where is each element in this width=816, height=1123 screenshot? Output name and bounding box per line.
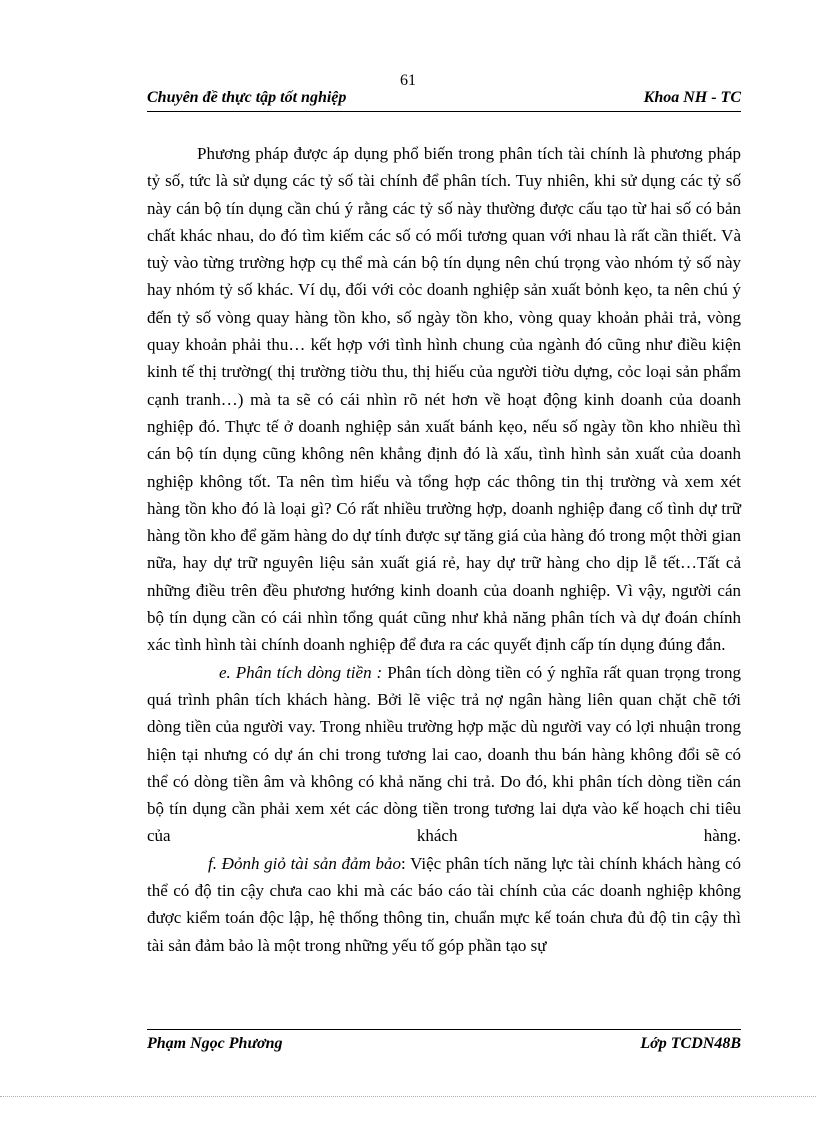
section-heading-cash-flow: e. Phân tích dòng tiền : — [219, 662, 383, 682]
paragraph-ratio-analysis: Phương pháp được áp dụng phổ biến trong phân tích tài chính là phương pháp tỷ số, tức là sử dụng các tỷ số tài chính để phân tích. Tuy nhiên, khi sử dụng các tỷ số này cán bộ tín dụng cần chú ý rằng các tỷ số này thường được cấu tạo từ hai số có bản chất khác nhau, do đó tìm kiếm các số có mối tương quan với nhau là rất cần thiết. Và tuỳ vào từng trường hợp cụ thể mà cán bộ tín dụng nên chú trọng vào nhóm tỷ số này hay nhóm tỷ số khác. Ví dụ, đối với cỏc doanh nghiệp sản xuất bỏnh kẹo, ta nên chú ý đến tỷ số vòng quay hàng tồn kho, số ngày tồn kho, vòng quay khoản phải trả, vòng quay khoản phải thu… kết hợp với tình hình chung của ngành đó cũng như điều kiện kinh tế thị trường( thị trường tiờu thu, thị hiếu của người tiờu dựng, cỏc loại sản phẩm cạnh tranh…) mà ta sẽ có cái nhìn rõ nét hơn về hoạt động kinh doanh của doanh nghiệp đó. Thực tế ở doanh nghiệp sản xuất bánh kẹo, nếu số ngày tồn kho nhiều thì cán bộ tín dụng cũng không nên khẳng định đó là xấu, tình hình sản xuất của doanh nghiệp không tốt. Ta nên tìm hiểu và tổng hợp các thông tin thị trường và xem xét hàng tồn kho đó là loại gì? Có rất nhiều trường hợp, doanh nghiệp đang cố tình dự trữ hàng tồn kho để găm hàng do dự tính được sự tăng giá của hàng đó trong một thời gian nữa, hay dự trữ nguyên liệu sản xuất giá rẻ, hay dự trữ hàng cho dịp lễ tết…Tất cả những điều trên đều phương hướng kinh doanh của doanh nghiệp. Vì vậy, người cán bộ tín dụng cần có cái nhìn tổng quát cũng như khả năng phân tích và dự đoán chính xác tình hình tài chính doanh nghiệp để đưa ra các quyết định cấp tín dụng đúng đắn. — [147, 144, 741, 655]
paragraph-cash-flow-body: Phân tích dòng tiền có ý nghĩa rất quan trọng trong quá trình phân tích khách hàng. Bởi lẽ việc trả nợ ngân hàng liên quan chặt chẽ tới dòng tiền của người vay. Trong nhiều trường hợp mặc dù người vay có lợi nhuận trong hiện tại nhưng có dự án chi trong tương lai cao, doanh thu bán hàng không đổi sẽ có thể có dòng tiền âm và không có khả năng chi trả. Do đó, khi phân tích dòng tiền cán bộ tín dụng cần phải xem xét các dòng tiền trong tương lai dựa vào kế hoạch chi tiêu của khách hàng. — [147, 662, 742, 846]
paragraph-collateral — [147, 850, 741, 959]
footer-author: Phạm Ngọc Phương — [147, 1035, 283, 1052]
header-department: Khoa NH - TC — [643, 89, 741, 106]
document-body — [147, 140, 741, 959]
paragraph-collateral-body: : Việc phân tích năng lực tài chính khách hàng có thể có độ tin cậy chưa cao khi mà các báo cáo tài chính của các doanh nghiệp không được kiểm toán độc lập, hệ thống thông tin, chuẩn mực kế toán chưa đủ độ tin cậy thì tài sản đảm bảo là một trong những yếu tố góp phần tạo sự — [147, 853, 742, 955]
page-edge-divider — [0, 1096, 816, 1097]
page-number: 61 — [400, 72, 416, 89]
header-title: Chuyên đề thực tập tốt nghiệp — [147, 89, 347, 106]
section-heading-collateral: f. Đỏnh giỏ tài sản đảm bảo — [208, 853, 402, 873]
footer-class: Lớp TCDN48B — [640, 1035, 741, 1052]
page-header — [147, 89, 741, 112]
paragraph-cash-flow — [147, 659, 741, 850]
page-footer — [147, 1029, 741, 1058]
